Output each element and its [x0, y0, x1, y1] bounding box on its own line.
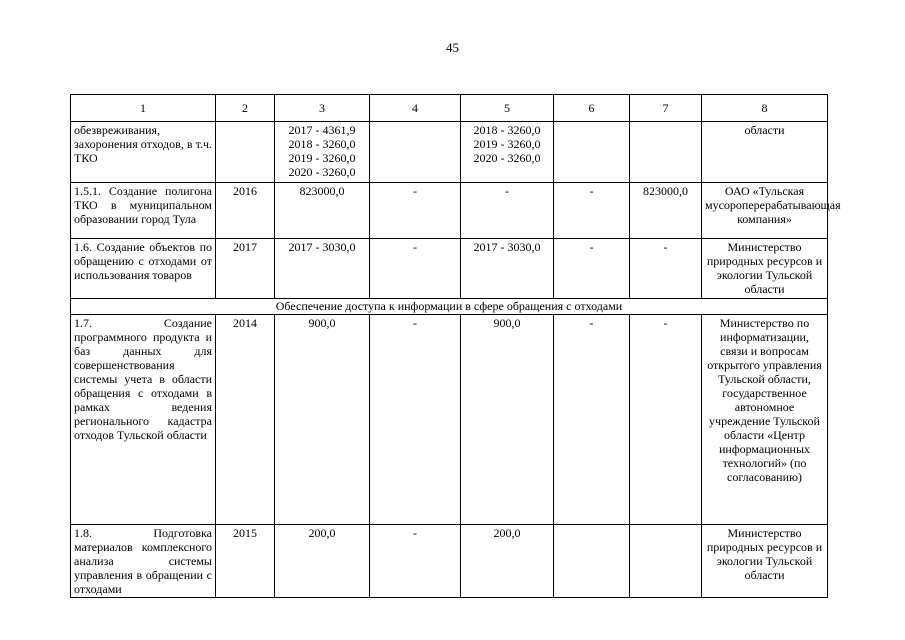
total-cell: 2017 - 3030,0	[275, 239, 370, 299]
header-row	[71, 95, 828, 122]
extra-cell: -	[630, 315, 702, 525]
executor-cell: области	[702, 122, 828, 183]
regional-cell: 900,0	[461, 315, 554, 525]
header-cell: 6	[554, 95, 630, 122]
measure-cell: 1.8. Подготовка материалов комплексного анализа системы управления в обращении с отходами	[71, 525, 216, 598]
section-row	[71, 299, 828, 315]
extra-cell: -	[630, 239, 702, 299]
header-cell: 1	[71, 95, 216, 122]
measure-cell: 1.6. Создание объектов по обращению с отходами от использования товаров	[71, 239, 216, 299]
year-cell: 2016	[216, 183, 275, 239]
measure-cell: 1.5.1. Создание полигона ТКО в муниципальном образовании город Тула	[71, 183, 216, 239]
regional-cell: -	[461, 183, 554, 239]
program-table	[70, 94, 841, 598]
executor-cell: ОАО «Тульская мусороперерабатывающая компания»	[702, 183, 828, 239]
federal-cell	[370, 122, 461, 183]
year-cell: 2015	[216, 525, 275, 598]
section-title: Обеспечение доступа к информации в сфере обращения с отходами	[71, 299, 828, 315]
total-cell: 200,0	[275, 525, 370, 598]
federal-cell: -	[370, 239, 461, 299]
total-cell: 823000,0	[275, 183, 370, 239]
federal-cell: -	[370, 315, 461, 525]
year-cell: 2017	[216, 239, 275, 299]
measure-cell: обезвреживания, захоронения отходов, в т.ч. ТКО	[71, 122, 216, 183]
page-number: 45	[446, 40, 459, 55]
table-row	[71, 525, 828, 598]
total-cell: 900,0	[275, 315, 370, 525]
header-cell: 4	[370, 95, 461, 122]
extra-cell	[630, 122, 702, 183]
header-cell: 8	[702, 95, 828, 122]
federal-cell: -	[370, 183, 461, 239]
header-cell: 3	[275, 95, 370, 122]
table-row	[71, 183, 828, 239]
executor-cell: Министерство по информатизации, связи и вопросам открытого управления Тульской области, государственное автономное учреждение Тульской области «Центр информационных технологий» (по согласованию)	[702, 315, 828, 525]
total-cell: 2017 - 4361,9 2018 - 3260,0 2019 - 3260,0 2020 - 3260,0	[275, 122, 370, 183]
year-cell: 2014	[216, 315, 275, 525]
regional-cell: 2017 - 3030,0	[461, 239, 554, 299]
measure-cell: 1.7. Создание программного продукта и баз данных для совершенствования системы учета в области обращения с отходами в рамках ведения регионального кадастра отходов Тульской области	[71, 315, 216, 525]
table-row	[71, 239, 828, 299]
table-row	[71, 122, 828, 183]
executor-cell: Министерство природных ресурсов и экологии Тульской области	[702, 239, 828, 299]
table-row	[71, 315, 828, 525]
extra-cell: 823000,0	[630, 183, 702, 239]
regional-cell: 2018 - 3260,0 2019 - 3260,0 2020 - 3260,0	[461, 122, 554, 183]
executor-cell: Министерство природных ресурсов и экологии Тульской области	[702, 525, 828, 598]
local-cell: -	[554, 239, 630, 299]
regional-cell: 200,0	[461, 525, 554, 598]
year-cell	[216, 122, 275, 183]
header-cell: 7	[630, 95, 702, 122]
header-cell: 5	[461, 95, 554, 122]
local-cell	[554, 122, 630, 183]
local-cell	[554, 525, 630, 598]
local-cell: -	[554, 183, 630, 239]
extra-cell	[630, 525, 702, 598]
local-cell: -	[554, 315, 630, 525]
federal-cell: -	[370, 525, 461, 598]
header-cell: 2	[216, 95, 275, 122]
